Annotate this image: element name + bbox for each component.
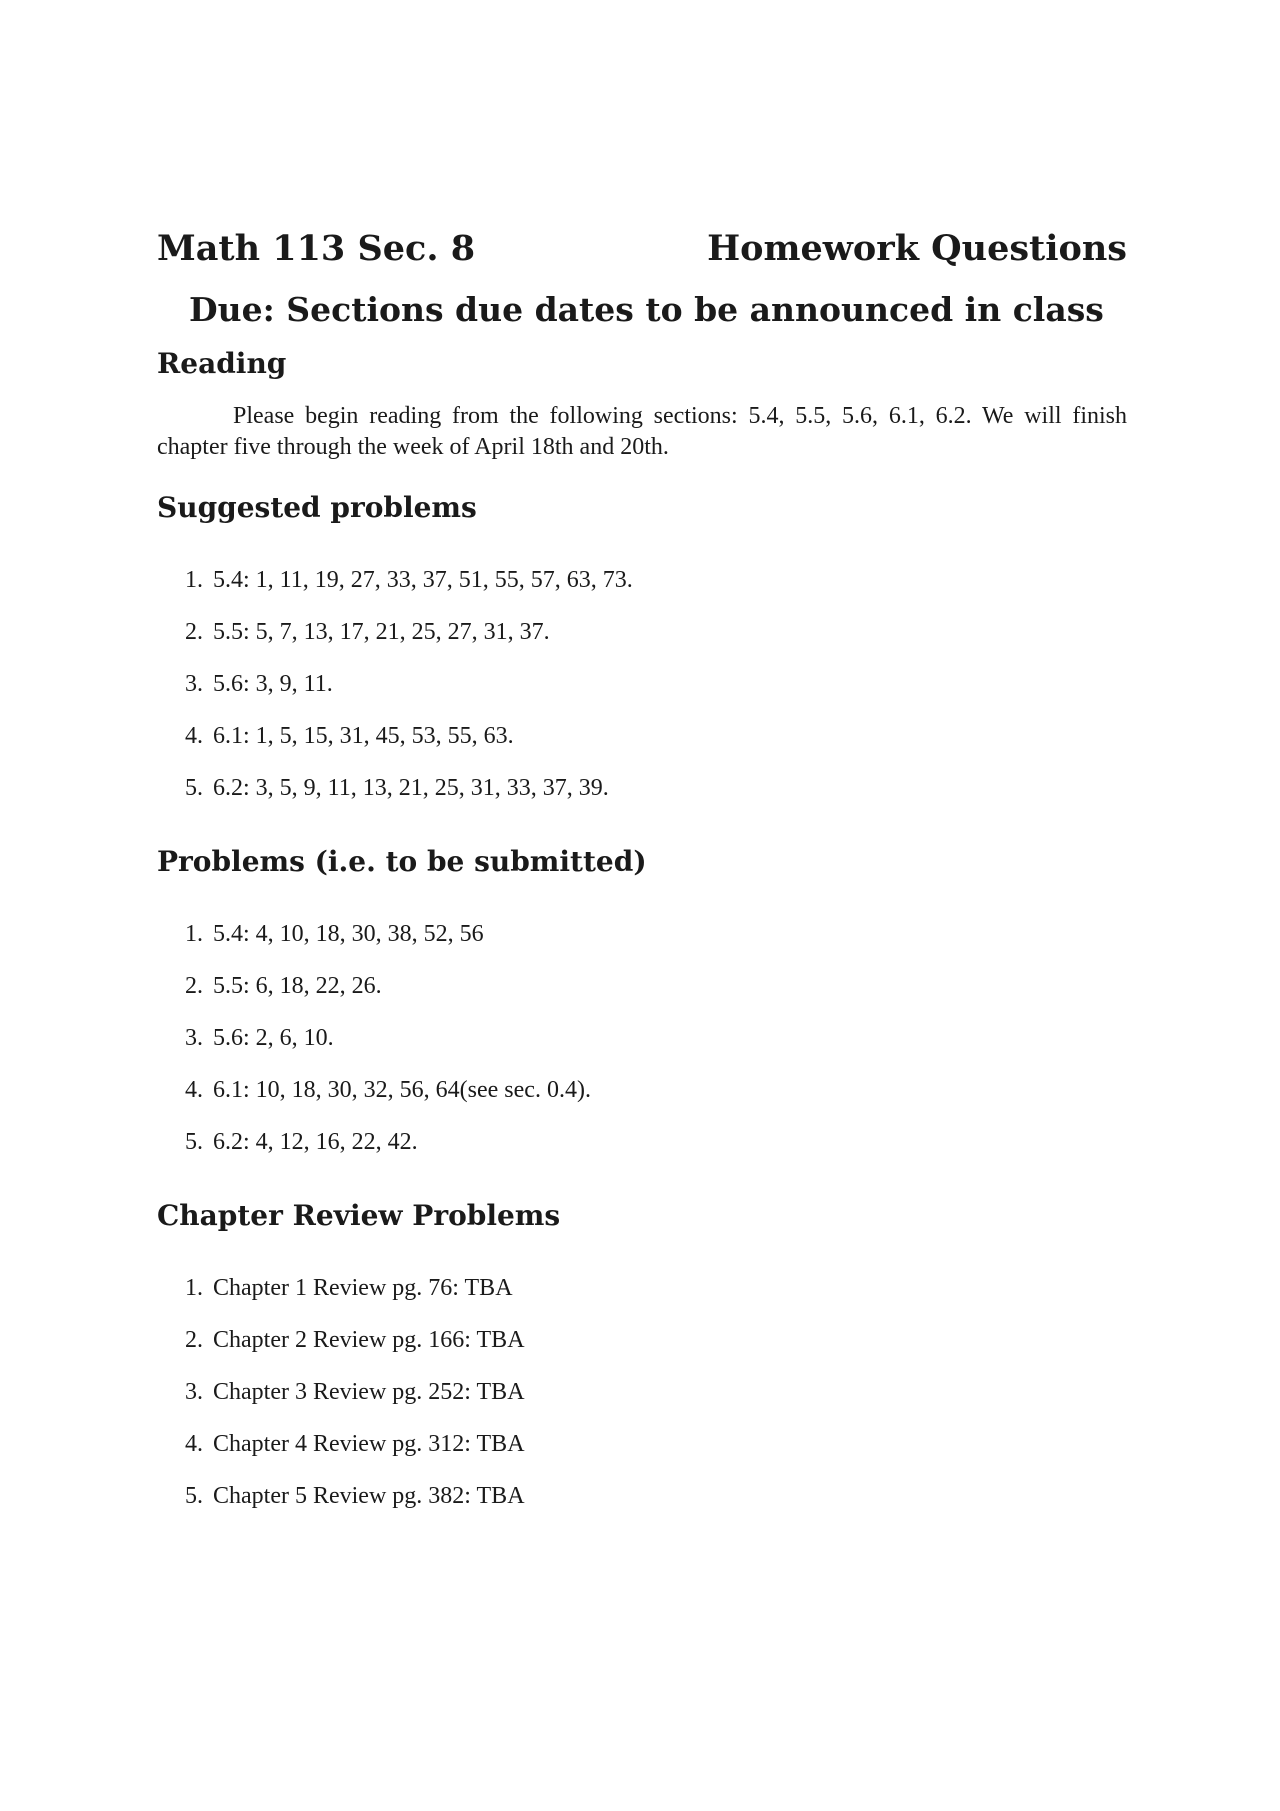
list-item (185, 669, 1127, 699)
suggested-problems-list (157, 565, 1127, 803)
list-item-text: 6.2: 3, 5, 9, 11, 13, 21, 25, 31, 33, 37, 39. (213, 775, 609, 801)
list-item-text: 5.6: 3, 9, 11. (213, 671, 333, 697)
list-item-number: 2. (185, 619, 203, 645)
list-item-number: 4. (185, 723, 203, 749)
list-item-number: 3. (185, 1379, 203, 1405)
list-item-text: Chapter 4 Review pg. 312: TBA (213, 1431, 525, 1457)
list-item (185, 1377, 1127, 1407)
due-line: Due: Sections due dates to be announced in class (189, 290, 1104, 329)
list-item (185, 565, 1127, 595)
list-item-number: 1. (185, 921, 203, 947)
list-item-number: 1. (185, 567, 203, 593)
list-item-text: 5.5: 5, 7, 13, 17, 21, 25, 27, 31, 37. (213, 619, 550, 645)
list-item-number: 5. (185, 1483, 203, 1509)
list-item-text: Chapter 3 Review pg. 252: TBA (213, 1379, 525, 1405)
list-item-text: 6.2: 4, 12, 16, 22, 42. (213, 1129, 418, 1155)
chapter-review-list (157, 1273, 1127, 1511)
course-title: Math 113 Sec. 8 (157, 228, 476, 269)
list-item (185, 1429, 1127, 1459)
list-item-text: Chapter 1 Review pg. 76: TBA (213, 1275, 513, 1301)
chapter-review-heading: Chapter Review Problems (157, 1199, 561, 1232)
list-item-number: 1. (185, 1275, 203, 1301)
list-item-number: 3. (185, 671, 203, 697)
list-item-number: 2. (185, 1327, 203, 1353)
list-item-text: Chapter 2 Review pg. 166: TBA (213, 1327, 525, 1353)
list-item-number: 4. (185, 1077, 203, 1103)
suggested-problems-heading: Suggested problems (157, 491, 477, 524)
list-item (185, 1273, 1127, 1303)
list-item (185, 1075, 1127, 1105)
list-item-number: 2. (185, 973, 203, 999)
submitted-problems-heading: Problems (i.e. to be submitted) (157, 845, 647, 878)
list-item-text: 6.1: 10, 18, 30, 32, 56, 64(see sec. 0.4). (213, 1077, 591, 1103)
list-item-text: Chapter 5 Review pg. 382: TBA (213, 1483, 525, 1509)
list-item (185, 919, 1127, 949)
list-item-number: 4. (185, 1431, 203, 1457)
document-page (157, 225, 1127, 1511)
list-item-text: 5.5: 6, 18, 22, 26. (213, 973, 382, 999)
list-item-number: 3. (185, 1025, 203, 1051)
list-item (185, 1023, 1127, 1053)
list-item-text: 5.4: 4, 10, 18, 30, 38, 52, 56 (213, 921, 484, 947)
list-item (185, 617, 1127, 647)
list-item (185, 1481, 1127, 1511)
list-item-number: 5. (185, 1129, 203, 1155)
list-item-number: 5. (185, 775, 203, 801)
title-row (157, 225, 1127, 273)
list-item-text: 6.1: 1, 5, 15, 31, 45, 53, 55, 63. (213, 723, 514, 749)
list-item (185, 1325, 1127, 1355)
reading-paragraph: Please begin reading from the following sections: 5.4, 5.5, 5.6, 6.1, 6.2. We will finish chapter five through the week of April 18th and 20th. (157, 403, 1127, 460)
list-item (185, 1127, 1127, 1157)
list-item-text: 5.4: 1, 11, 19, 27, 33, 37, 51, 55, 57, 63, 73. (213, 567, 633, 593)
list-item (185, 721, 1127, 751)
reading-heading: Reading (157, 347, 287, 380)
list-item (185, 773, 1127, 803)
submitted-problems-list (157, 919, 1127, 1157)
list-item (185, 971, 1127, 1001)
list-item-text: 5.6: 2, 6, 10. (213, 1025, 334, 1051)
document-title: Homework Questions (707, 228, 1127, 269)
